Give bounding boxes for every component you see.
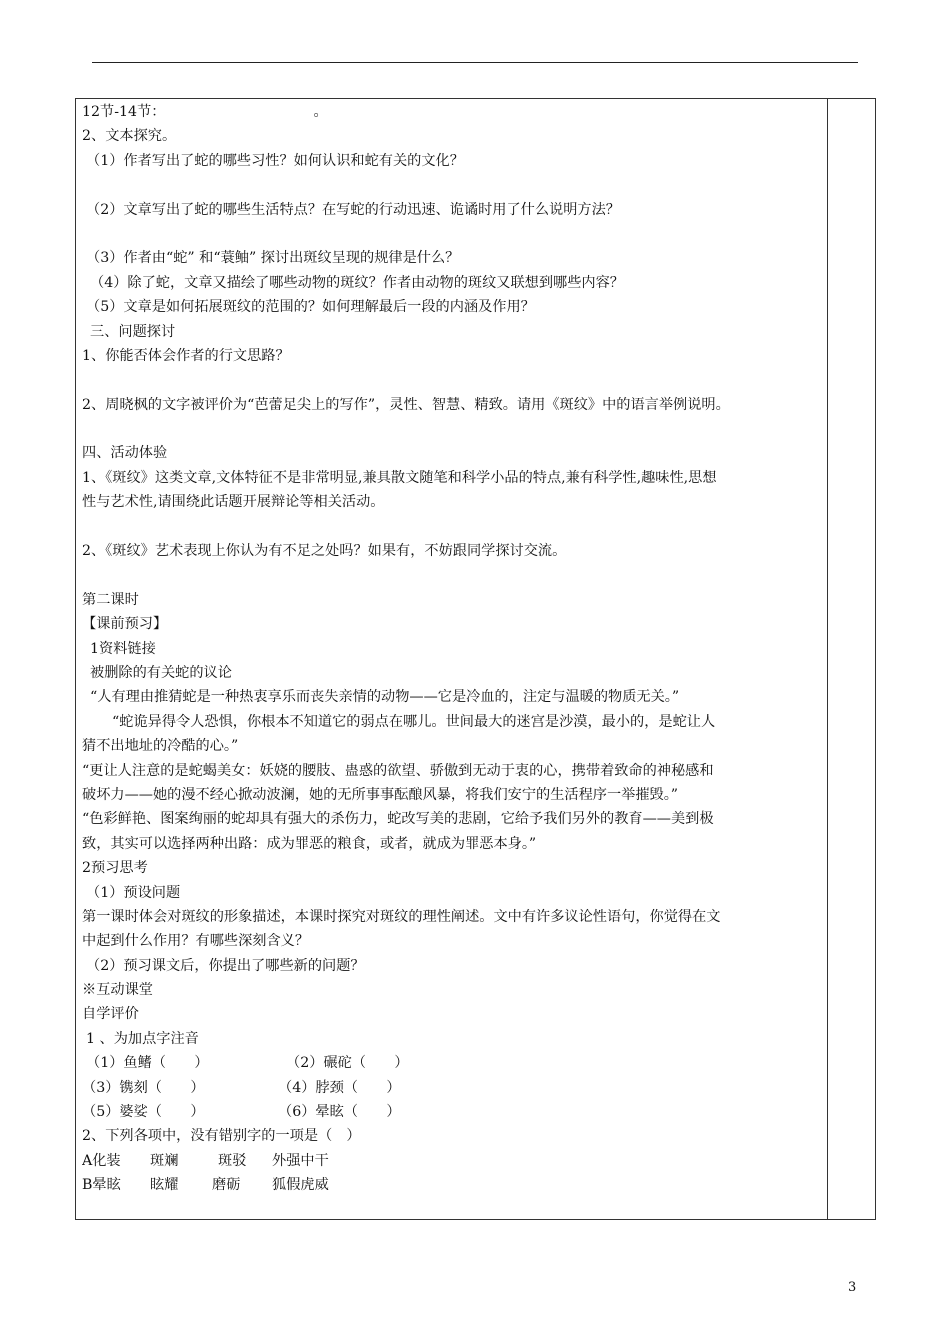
typo-question: 2、下列各项中，没有错别字的一项是（ ） [82, 1128, 361, 1145]
quote-1: “人有理由推猜蛇是一种热衷享乐而丧失亲情的动物——它是冷血的，注定与温暖的物质无关。” [90, 689, 680, 706]
pinyin-row-2 [82, 1076, 824, 1100]
option-a-word-3: 斑驳 [218, 1152, 247, 1169]
pinyin-item-6: （6）晕眩（ ） [278, 1104, 401, 1121]
question-5: （5）文章是如何拓展斑纹的范围的？如何理解最后一段的内涵及作用？ [86, 299, 535, 316]
discussion-question-2: 2、周晓枫的文字被评价为“芭蕾足尖上的写作”，灵性、智慧、精致。请用《斑纹》中的语言举例说明。 [82, 396, 730, 413]
page-number: 3 [848, 1280, 857, 1295]
pinyin-exercise-heading: 1 、为加点字注音 [86, 1030, 199, 1047]
interactive-class-heading: ※互动课堂 [82, 982, 153, 999]
pinyin-item-4: （4）脖颈（ ） [278, 1079, 401, 1096]
header-rule [92, 62, 858, 63]
section-three-heading: 三、问题探讨 [90, 323, 176, 340]
preset-question-line-1: 第一课时体会对斑纹的形象描述，本课时探究对斑纹的理性阐述。文中有许多议论性语句，你觉得在文 [82, 908, 721, 925]
quote-2-line-2: 猜不出地址的冷酷的心。” [82, 738, 239, 755]
option-a-word-4: 外强中干 [272, 1152, 329, 1169]
pinyin-item-5: （5）婆娑（ ） [82, 1104, 205, 1121]
option-b-word-3: 磨砺 [212, 1177, 241, 1194]
section-range-line [82, 100, 824, 124]
quote-3-line-2: 破坏力——她的漫不经心掀动波澜，她的无所事事酝酿风暴，将我们安宁的生活程序一举摧毁。” [82, 786, 679, 803]
question-4: （4）除了蛇，文章又描绘了哪些动物的斑纹？作者由动物的斑纹又联想到哪些内容？ [90, 274, 624, 291]
option-a [82, 1149, 824, 1173]
right-column-divider [827, 98, 828, 1220]
activity-1-line-2: 性与艺术性,请围绕此话题开展辩论等相关活动。 [82, 494, 385, 511]
question-3: （3）作者由“蛇” 和“蓑鲉” 探讨出斑纹呈现的规律是什么？ [86, 250, 460, 267]
preview-heading: 【课前预习】 [82, 616, 168, 633]
period-mark: 。 [313, 104, 328, 120]
self-evaluation-heading: 自学评价 [82, 1006, 139, 1023]
quote-4-line-2: 致，其实可以选择两种出路：成为罪恶的粮食，或者，就成为罪恶本身。” [82, 835, 537, 852]
preset-question-heading: （1）预设问题 [86, 884, 181, 901]
lesson-two-heading: 第二课时 [82, 591, 139, 608]
pinyin-row-3 [82, 1100, 824, 1124]
quote-4-line-1: “色彩鲜艳、图案绚丽的蛇却具有强大的杀伤力，蛇改写美的悲剧，它给予我们另外的教育——美到极 [82, 811, 714, 828]
question-2: （2）文章写出了蛇的哪些生活特点？在写蛇的行动迅速、诡谲时用了什么说明方法？ [86, 201, 620, 218]
option-a-word-2: 斑斓 [150, 1152, 179, 1169]
pinyin-row-1 [82, 1051, 824, 1075]
section-four-heading: 四、活动体验 [82, 445, 168, 462]
discussion-question-1: 1、你能否体会作者的行文思路？ [82, 347, 290, 364]
pinyin-item-1: （1）鱼鳍（ ） [86, 1055, 209, 1072]
quote-2-line-1: “蛇诡异得令人恐惧，你根本不知道它的弱点在哪儿。世间最大的迷宫是沙漠，最小的，是蛇让人 [112, 713, 716, 730]
activity-1-line-1: 1、《斑纹》这类文章,文体特征不是非常明显,兼具散文随笔和科学小品的特点,兼有科学性,趣味性,思想 [82, 469, 717, 486]
question-1: （1）作者写出了蛇的哪些习性？如何认识和蛇有关的文化？ [86, 152, 464, 169]
material-link-heading: 1资料链接 [90, 640, 156, 657]
preview-thinking-heading: 2预习思考 [82, 860, 148, 877]
option-a-word-1: A化装 [82, 1152, 121, 1169]
document-body [82, 100, 824, 1198]
section-range-label: 12节-14节： [82, 104, 166, 120]
option-b-word-4: 狐假虎威 [272, 1177, 329, 1194]
new-questions-prompt: （2）预习课文后，你提出了哪些新的问题？ [86, 957, 365, 974]
activity-2: 2、《斑纹》艺术表现上你认为有不足之处吗？如果有，不妨跟同学探讨交流。 [82, 543, 567, 560]
preset-question-line-2: 中起到什么作用？有哪些深刻含义？ [82, 933, 310, 950]
pinyin-item-3: （3）镌刻（ ） [82, 1079, 205, 1096]
option-b-word-1: B晕眩 [82, 1177, 121, 1194]
text-exploration-heading: 2、文本探究。 [82, 128, 177, 145]
pinyin-item-2: （2）碾砣（ ） [286, 1055, 409, 1072]
deleted-snake-discussion-title: 被删除的有关蛇的议论 [90, 664, 232, 681]
quote-3-line-1: “更让人注意的是蛇蝎美女：妖娆的腰肢、蛊惑的欲望、骄傲到无动于衷的心，携带着致命的神秘感和 [82, 762, 714, 779]
option-b [82, 1173, 824, 1197]
option-b-word-2: 眩耀 [150, 1177, 179, 1194]
